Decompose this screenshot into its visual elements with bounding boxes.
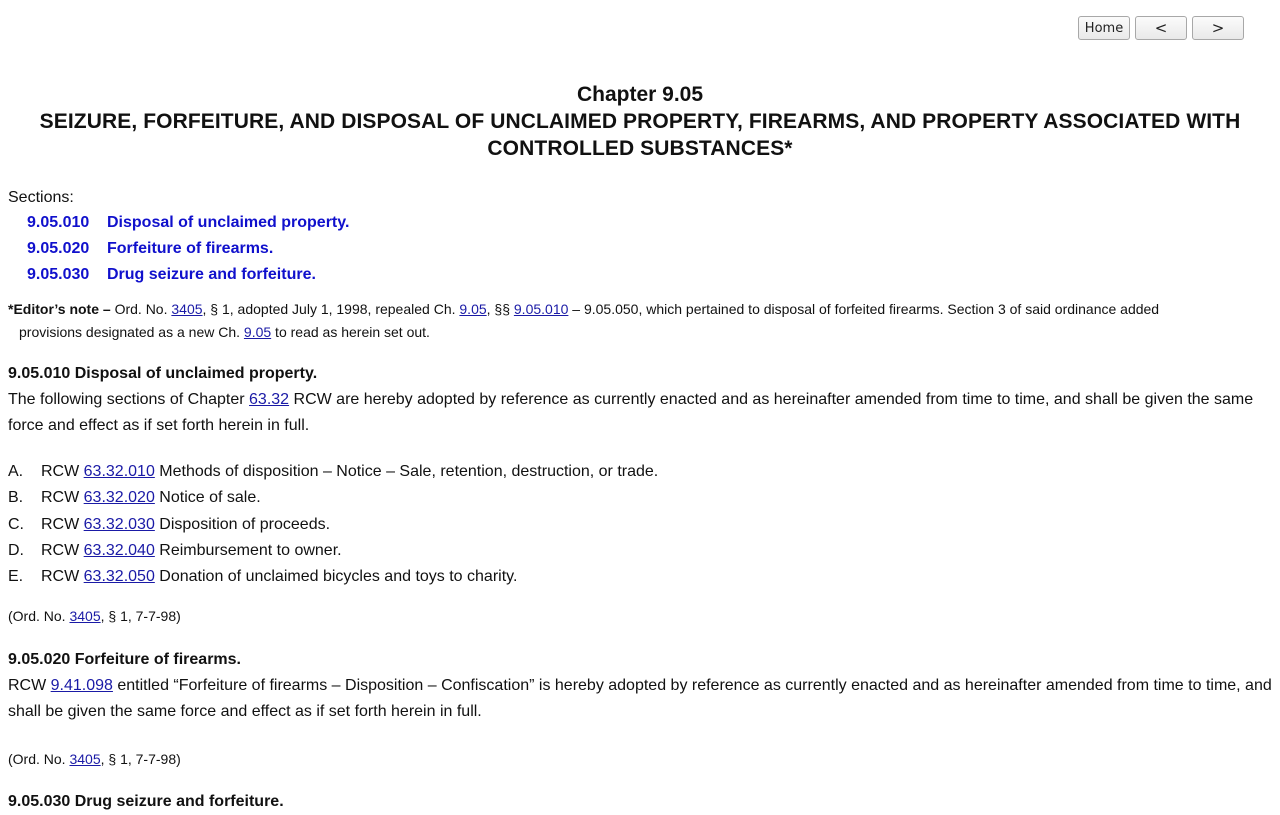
- note-text: , § 1, adopted July 1, 1998, repealed Ch.: [202, 301, 460, 317]
- rcw-label: RCW: [41, 463, 84, 480]
- note-text: Ord. No.: [110, 301, 172, 317]
- home-button[interactable]: Home: [1078, 16, 1130, 40]
- toc-title: Disposal of unclaimed property.: [107, 214, 350, 231]
- item-text: Reimbursement to owner.: [154, 541, 342, 559]
- chapter-title: SEIZURE, FORFEITURE, AND DISPOSAL OF UNCLAIMED PROPERTY, FIREARMS, AND PROPERTY ASSOCIATED WITH CONTROLLED SUBSTANCES*: [39, 110, 1241, 160]
- paragraph-text: RCW are hereby adopted by reference as currently enacted and as hereinafter amended from time to time, and shall be given the same force and effect as if set forth herein in full.: [8, 391, 1254, 434]
- section-9-05-010-link[interactable]: 9.05.010: [513, 301, 569, 317]
- section-heading: 9.05.010 Disposal of unclaimed property.: [8, 365, 318, 382]
- ch-9-05-link[interactable]: 9.05: [243, 324, 272, 340]
- list-letter: B.: [8, 489, 24, 507]
- toc-link-9-05-020[interactable]: [27, 236, 1272, 262]
- citation-text: (Ord. No.: [8, 751, 70, 768]
- list-item: [8, 485, 1272, 511]
- paragraph-text: RCW: [8, 677, 51, 695]
- rcw-9-41-098-link[interactable]: 9.41.098: [50, 677, 113, 695]
- toc-num: 9.05.010: [27, 214, 90, 231]
- list-letter: A.: [8, 463, 24, 480]
- section-paragraph: [8, 673, 1272, 725]
- item-text: Methods of disposition – Notice – Sale, retention, destruction, or trade.: [154, 463, 659, 480]
- ord-3405-link[interactable]: 3405: [69, 751, 101, 768]
- rcw-link[interactable]: 63.32.010: [83, 463, 155, 480]
- rcw-label: RCW: [41, 541, 84, 559]
- chapter-header: [0, 82, 1280, 162]
- toc-title: Drug seizure and forfeiture.: [107, 266, 316, 283]
- list-item: [8, 459, 1272, 485]
- list-item: [8, 512, 1272, 538]
- ordinance-citation: [8, 606, 1272, 626]
- item-text: Notice of sale.: [154, 489, 261, 507]
- item-text: Disposition of proceeds.: [154, 515, 331, 533]
- section-9-05-010: [8, 361, 1272, 626]
- ch-9-05-link[interactable]: 9.05: [459, 301, 487, 317]
- citation-text: , § 1, 7-7-98): [100, 751, 181, 768]
- ord-3405-link[interactable]: 3405: [171, 301, 203, 317]
- document-body: [8, 186, 1272, 815]
- toc-num: 9.05.030: [27, 266, 90, 283]
- table-of-contents: [8, 210, 1272, 288]
- paragraph-text: The following sections of Chapter: [8, 391, 250, 408]
- editors-note-label: *Editor’s note –: [8, 301, 111, 317]
- list-item: [8, 564, 1272, 590]
- note-text: to read as herein set out.: [271, 324, 430, 340]
- toc-num: 9.05.020: [27, 240, 90, 257]
- citation-text: , § 1, 7-7-98): [100, 608, 181, 625]
- list-letter: C.: [8, 515, 24, 533]
- toc-link-9-05-010[interactable]: [27, 210, 1272, 236]
- section-9-05-030: [8, 789, 1272, 815]
- editors-note: [8, 298, 1272, 344]
- ordinance-citation: [8, 749, 1272, 769]
- ord-3405-link[interactable]: 3405: [69, 608, 101, 625]
- rcw-label: RCW: [41, 515, 84, 533]
- rcw-link[interactable]: 63.32.030: [83, 515, 155, 533]
- toc-title: Forfeiture of firearms.: [107, 240, 274, 257]
- rcw-label: RCW: [41, 489, 84, 507]
- note-text: , §§: [486, 301, 514, 317]
- rcw-link[interactable]: 63.32.040: [83, 541, 155, 559]
- note-text: – 9.05.050, which pertained to disposal of forfeited firearms. Section 3 of said ordinance added: [568, 301, 1160, 317]
- rcw-label: RCW: [41, 568, 84, 586]
- list-letter: D.: [8, 541, 24, 559]
- item-text: Donation of unclaimed bicycles and toys to charity.: [154, 568, 518, 586]
- chapter-63-32-link[interactable]: 63.32: [249, 391, 290, 408]
- previous-button[interactable]: <: [1135, 16, 1187, 40]
- rcw-list: [8, 459, 1272, 590]
- chapter-number: Chapter 9.05: [576, 83, 704, 106]
- sections-label: Sections:: [8, 189, 74, 206]
- toc-link-9-05-030[interactable]: [27, 262, 1272, 288]
- section-heading: 9.05.020 Forfeiture of firearms.: [8, 651, 241, 669]
- list-item: [8, 538, 1272, 564]
- navigation-buttons: [1078, 16, 1244, 40]
- note-text: provisions designated as a new Ch.: [19, 324, 244, 340]
- paragraph-text: entitled “Forfeiture of firearms – Disposition – Confiscation” is hereby adopted by reference as currently enacted and as hereinafter amended from time to time, and shall be given the same force and effect as if set forth herein in full.: [8, 677, 1272, 721]
- section-paragraph: [8, 387, 1272, 439]
- section-heading: 9.05.030 Drug seizure and forfeiture.: [8, 793, 284, 811]
- section-9-05-020: [8, 647, 1272, 769]
- list-letter: E.: [8, 568, 24, 586]
- citation-text: (Ord. No.: [8, 608, 70, 625]
- rcw-link[interactable]: 63.32.020: [83, 489, 155, 507]
- rcw-link[interactable]: 63.32.050: [83, 568, 155, 586]
- next-button[interactable]: >: [1192, 16, 1244, 40]
